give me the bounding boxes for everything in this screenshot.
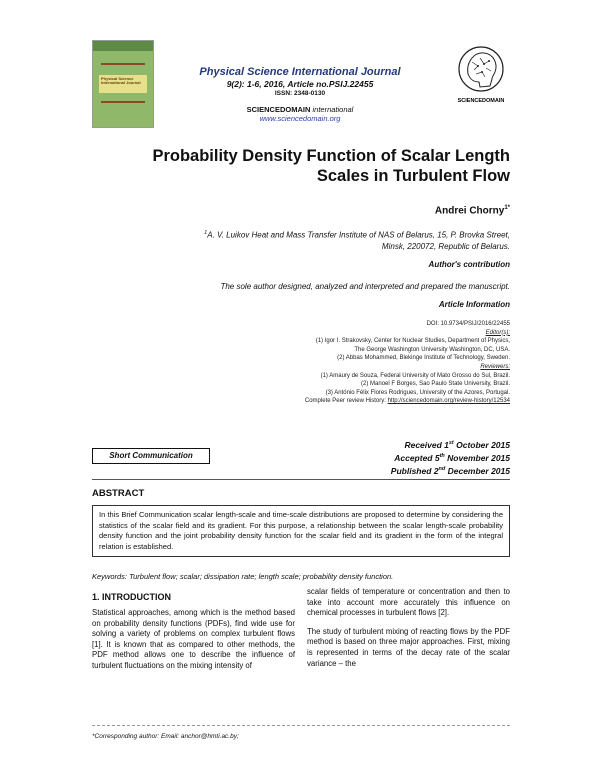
journal-name: Physical Science International Journal [199,66,401,78]
journal-issn: ISSN: 2348-0130 [274,90,326,97]
reviewers-label: Reviewers: [480,363,510,370]
publisher-name: SCIENCEDOMAIN international [246,105,354,114]
article-info-block: DOI: 10.9734/PSIJ/2016/22455 Editor(s): (1) Igor I. Strakovsky, Center for Nuclear Studies, Department of Physics, The George Washington University Washington, DC, USA. (2) Abbas Mohammed, Blekinge Institute of Technology, Sweden. Reviewers: (1) Amaury de Souza, Federal University of Mato Grosso do Sul, Brazil. (2) Manoel F Borges, Sao Paulo State University, Brazil. (3) António Félix Flores Rodrigues, University of the Azores, Portugal. Complete Peer review History: http://sciencedomain.org/review-history/12534 [180,320,510,406]
contribution-text: The sole author designed, analyzed and interpreted and prepared the manuscript. [220,282,510,291]
article-type-box: Short Communication [92,448,210,464]
logo-label: SCIENCEDOMAIN [457,98,505,104]
footnote-divider [92,725,510,726]
doi: DOI: 10.9734/PSIJ/2016/22455 [426,321,510,327]
author-name: Andrei Chorny$^{1*}$ [434,205,510,217]
publisher-logo [454,44,508,106]
paper-title: Probability Density Function of Scalar Length Scales in Turbulent Flow [152,147,510,185]
intro-heading: 1. INTRODUCTION [92,592,172,602]
abstract-text: In this Brief Communication scalar length-scale and time-scale distributions are proposed to determine by considering the statistics of the scalar field and its gradient. For this purpose, a relationship between the scalar length-scale probability density function and the joint probability density function for the scalar field and its gradient in the form of the integral relation is established. [92,505,510,557]
publication-dates: Received 1st October 2015 Accepted 5th November 2015 Published 2nd December 2015 [390,439,510,476]
journal-cover-thumbnail [92,40,154,128]
journal-header [150,66,450,123]
keywords: Keywords: Turbulent flow; scalar; dissipation rate; length scale; probability density function. [92,572,394,581]
article-info-heading: Article Information [438,300,510,309]
corresponding-author-footnote: *Corresponding author: Email: anchor@hmti.ac.by; [92,733,239,740]
publisher-website-link[interactable]: www.sciencedomain.org [259,114,341,123]
author-affiliation: $^1$A. V. Luikov Heat and Mass Transfer Institute of NAS of Belarus, 15, P. Brovka Street, Minsk, 220072, Republic of Belarus. [204,230,510,251]
cover-title: Physical Science International Journal [101,77,141,85]
contribution-heading: Author's contribution [428,260,510,269]
abstract-heading: ABSTRACT [92,488,145,499]
section-divider [92,479,510,480]
intro-column-right: scalar fields of temperature or concentration and then to take into account more accurately this influence on chemical processes in turbulent flows [2]. The study of turbulent mixing of reacting flows by the PDF method is based on three major approaches. First, mixing is represented in terms of the decay rate of the scalar variance – the [307,587,510,668]
editors-label: Editor(s): [485,329,510,336]
intro-column-left: Statistical approaches, among which is the method based on probability density functions (PDFs), find wide use for solving a variety of problems on complex turbulent flows [1]. It is known that as compared to other methods, the PDF method allows one to describe the influence of turbulent fluctuations on the mixing intensity of [92,608,295,670]
journal-issue: 9(2): 1-6, 2016, Article no.PSIJ.22455 [226,79,374,89]
review-history-link[interactable]: http://sciencedomain.org/review-history/12534 [387,398,510,405]
